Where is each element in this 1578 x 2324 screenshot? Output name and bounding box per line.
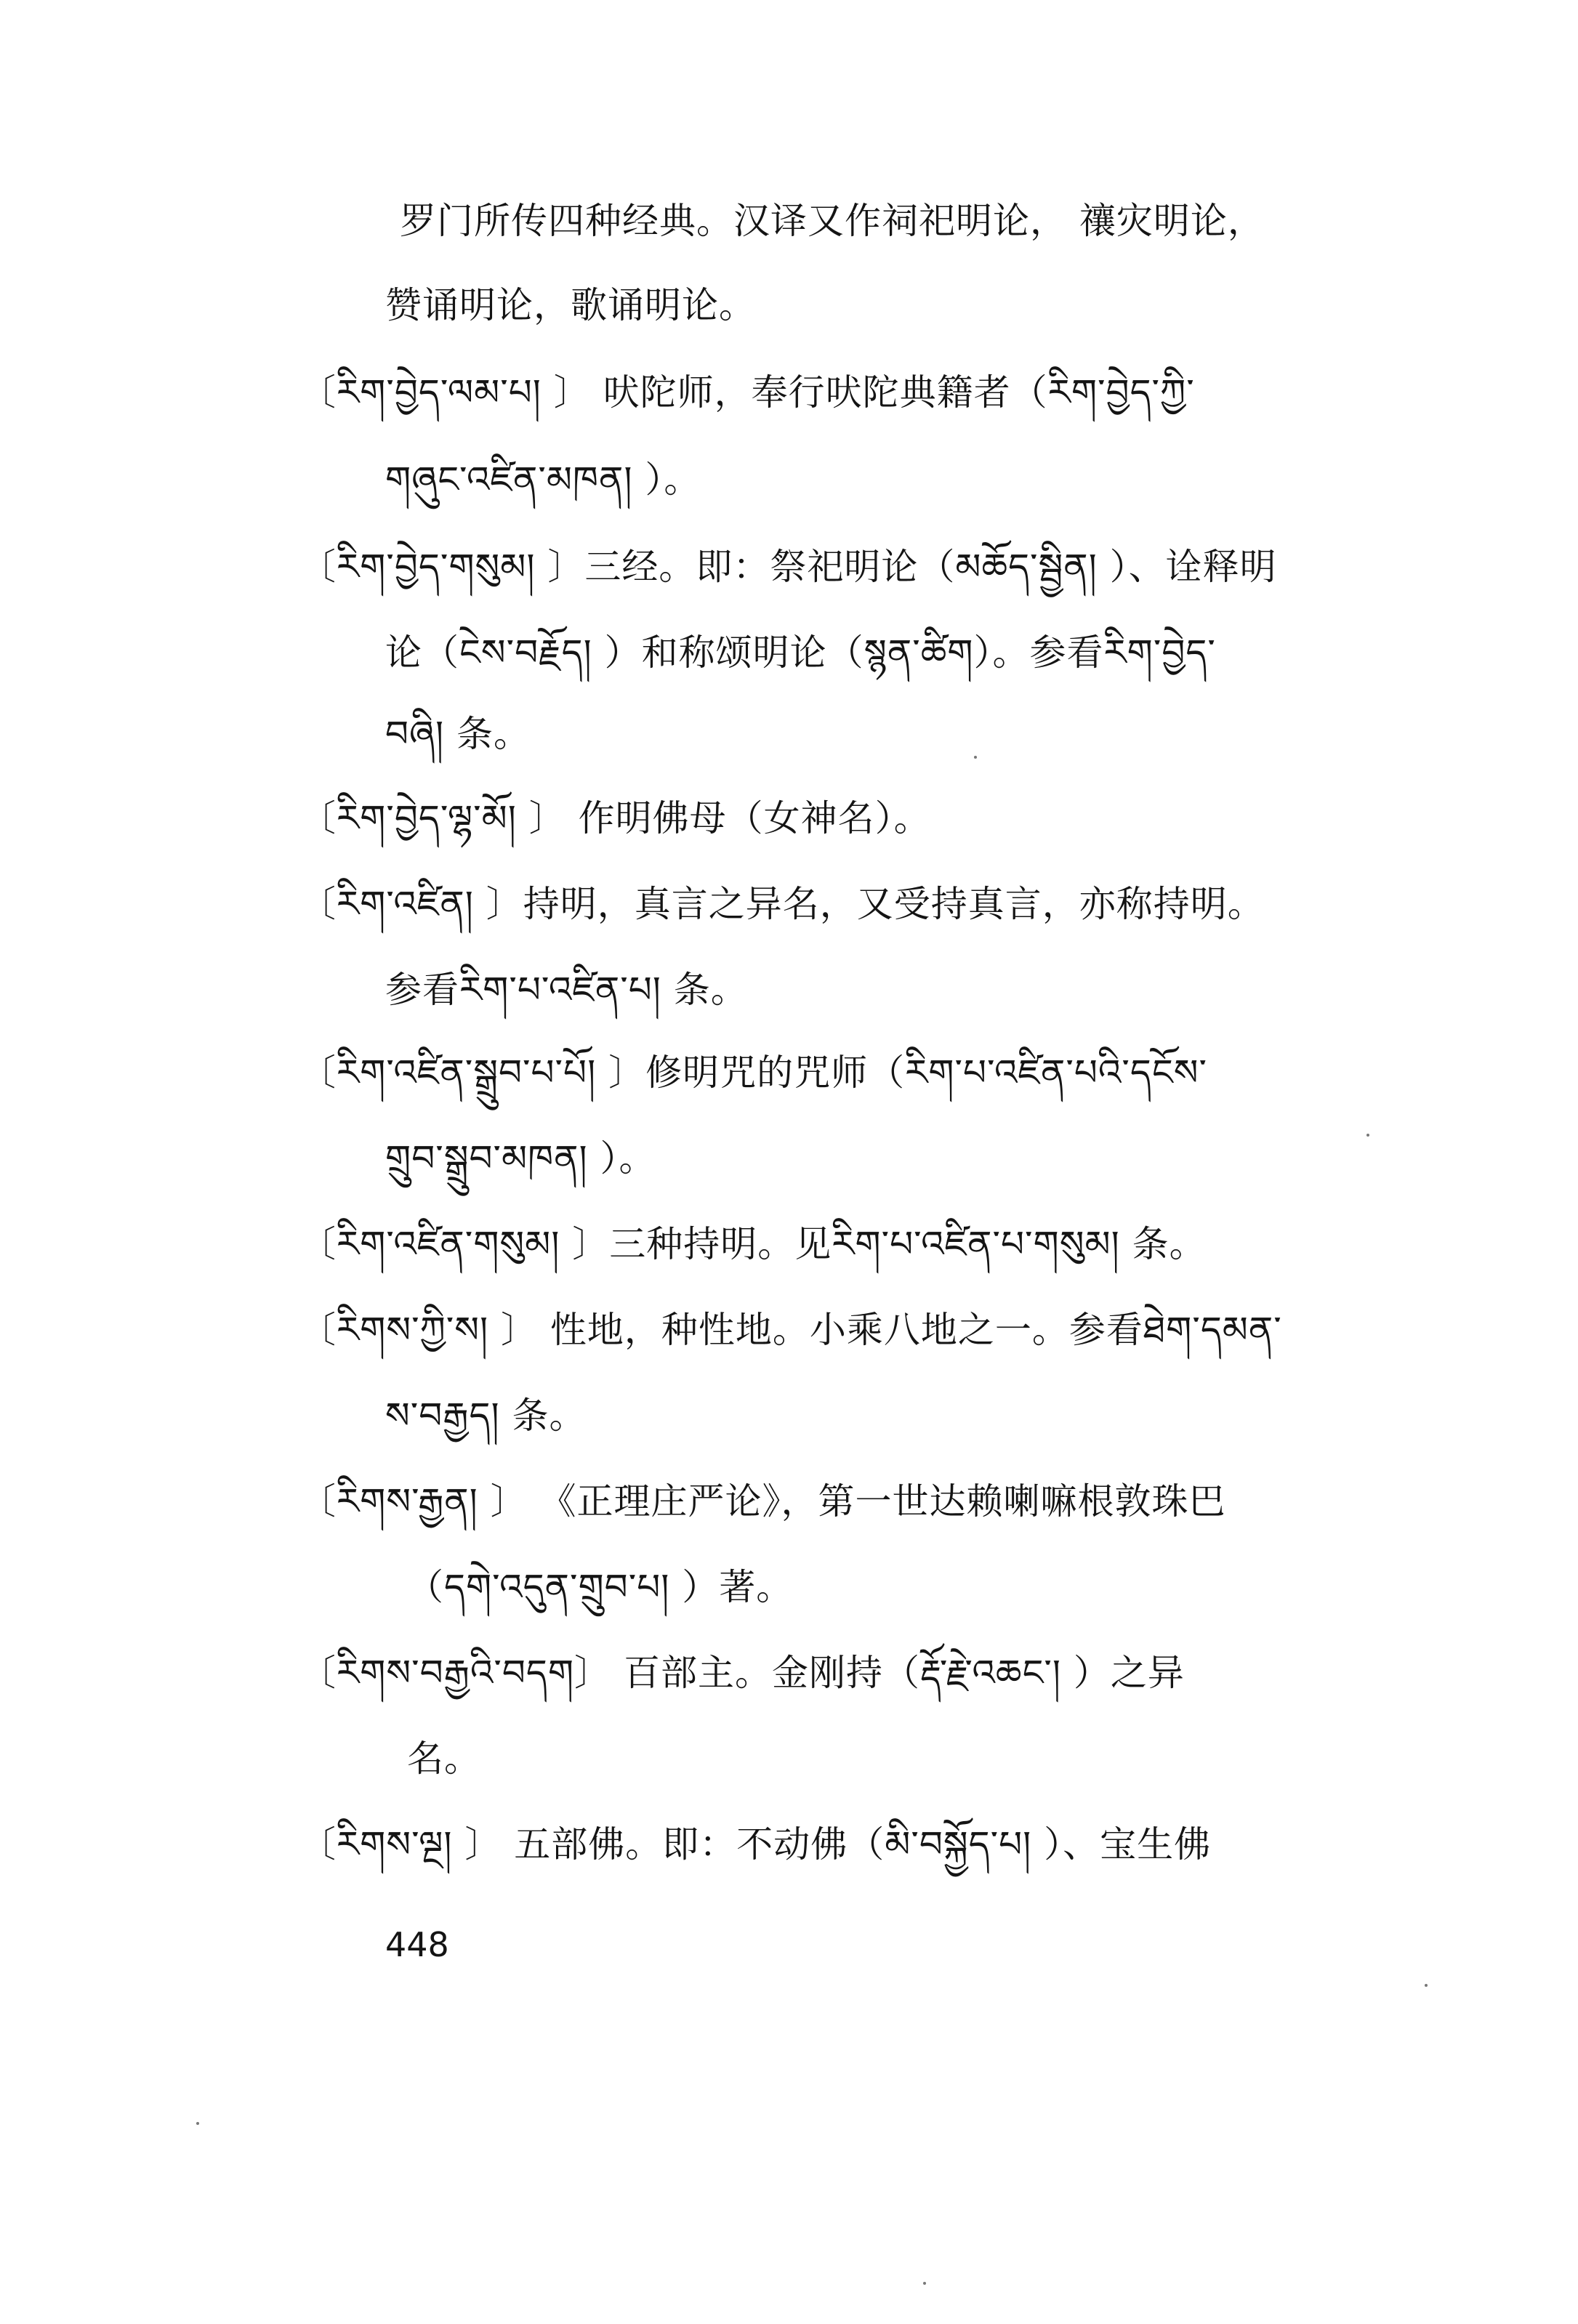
text-line-19: 名。: [407, 1738, 481, 1780]
text-line-12: གྲུབ་སྒྲུབ་མཁན། ）。: [385, 1137, 656, 1179]
entry-line-9: 〔རིག་འཛིན། 〕持明，真言之异名，又受持真言，亦称持明。: [299, 883, 1265, 925]
entry-line-20: 〔རིགས་ལྔ། 〕 五部佛。即：不动佛（མི་བསྐྱོད་པ། ）、宝生佛: [299, 1823, 1212, 1865]
scan-speck: [1425, 1984, 1428, 1987]
entry-line-5: 〔རིག་བྱེད་གསུམ། 〕三经。即：祭祀明论（མཆོད་སྦྱིན། ）、诠释明: [299, 546, 1277, 588]
text-line-15: ས་བརྒྱད། 条。: [385, 1395, 587, 1437]
text-line-7: བཞི། 条。: [385, 713, 531, 755]
scan-speck: [196, 2122, 199, 2125]
text-line-6: 论（ངེས་བརྗོད། ）和称颂明论（སྙན་ཚིག）。参看རིག་བྱེད་: [385, 632, 1216, 674]
entry-line-14: 〔རིགས་ཀྱི་ས། 〕 性地，种性地。小乘八地之一。参看ཐེག་དམན་: [299, 1309, 1282, 1351]
text-line-10: 参看རིག་པ་འཛིན་པ། 条。: [385, 969, 748, 1011]
text-line-2: 赞诵明论，歌诵明论。: [385, 284, 756, 326]
text-line-1: 罗门所传四种经典。汉译又作祠祀明论， 禳灾明论，: [400, 200, 1265, 242]
entry-line-8: 〔རིག་བྱེད་ལྷ་མོ། 〕 作明佛母（女神名）。: [299, 797, 931, 839]
text-line-17: （དགེ་འདུན་གྲུབ་པ། ）著。: [407, 1566, 794, 1608]
entry-line-18: 〔རིགས་བརྒྱའི་བདག〕 百部主。金刚持（རྡོ་རྗེ་འཆང་། ）之异: [299, 1652, 1185, 1694]
scan-speck: [923, 2282, 926, 2285]
entry-line-11: 〔རིག་འཛིན་སྒྲུབ་པ་པོ། 〕修明咒的咒师（རིག་པ་འཛིན་པའི་དངོས་: [299, 1052, 1207, 1094]
scan-speck: [1366, 1134, 1369, 1137]
text-line-4: གཞུང་འཛིན་མཁན། ）。: [385, 459, 701, 501]
scan-speck: [974, 756, 977, 759]
entry-line-16: 〔རིགས་རྒྱན། 〕 《正理庄严论》，第一世达赖喇嘛根敦珠巴: [299, 1480, 1226, 1522]
entry-line-13: 〔རིག་འཛིན་གསུམ། 〕三种持明。见རིག་པ་འཛིན་པ་གསུམ། 条。: [299, 1223, 1207, 1265]
entry-line-3: 〔རིག་བྱེད་ལམ་པ། 〕 吠陀师，奉行吠陀典籍者（རིག་བྱེད་ཀྱི་: [299, 371, 1195, 413]
page-number: 448: [385, 1925, 449, 1964]
